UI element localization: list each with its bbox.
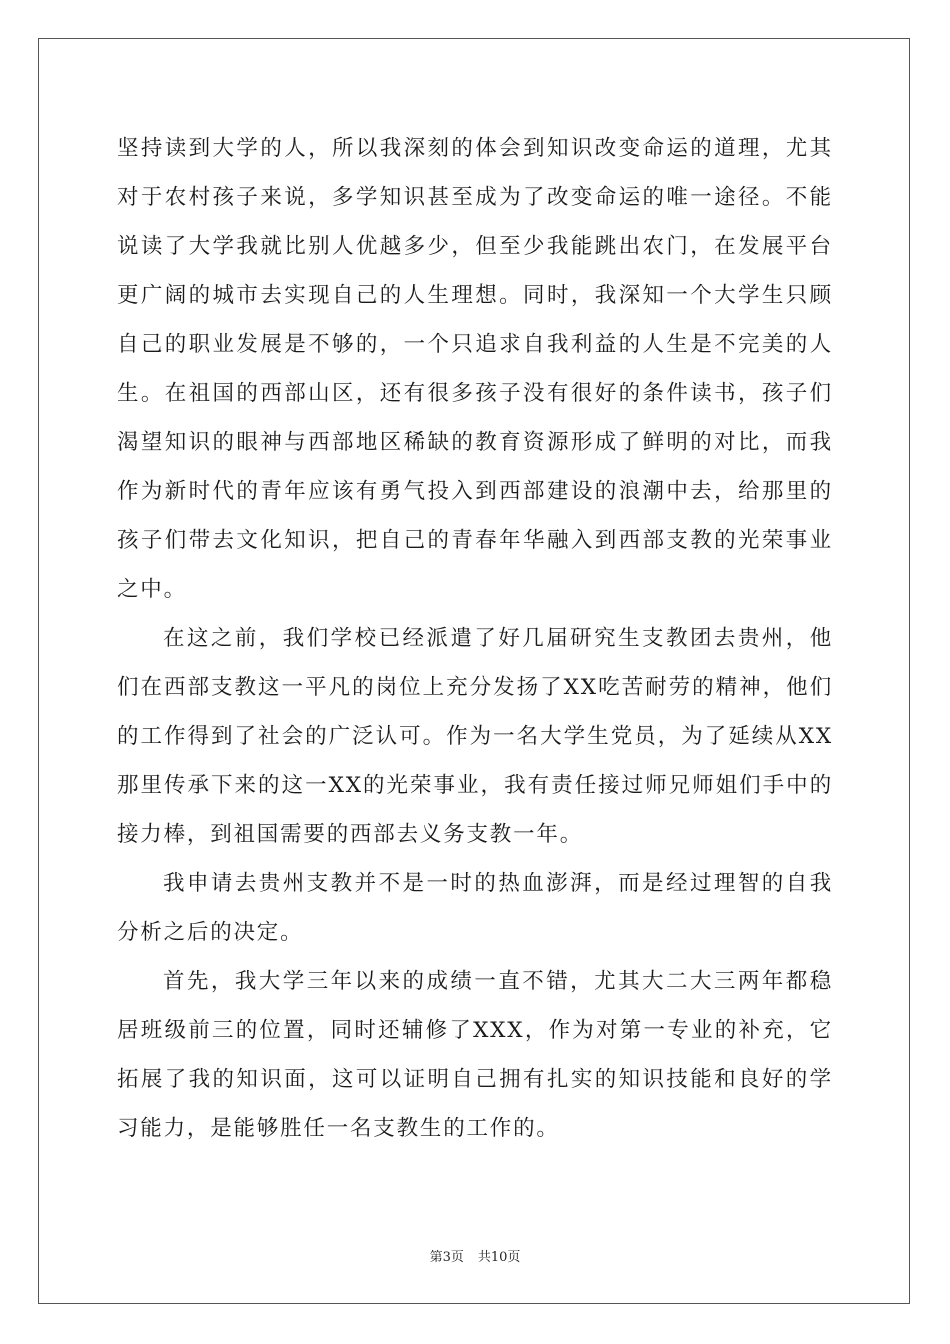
paragraph-2: 在这之前，我们学校已经派遣了好几届研究生支教团去贵州，他们在西部支教这一平凡的岗位上充分发扬了XX吃苦耐劳的精神，他们的工作得到了社会的广泛认可。作为一名大学生党员，为了延续从XX那里传承下来的这一XX的光荣事业，我有责任接过师兄师姐们手中的接力棒，到祖国需要的西部去义务支教一年。 — [117, 626, 833, 847]
document-body — [117, 124, 833, 1153]
page-total: 共10页 — [477, 1250, 521, 1265]
paragraph-4: 首先，我大学三年以来的成绩一直不错，尤其大二大三两年都稳居班级前三的位置，同时还辅修了XXX，作为对第一专业的补充，它拓展了我的知识面，这可以证明自己拥有扎实的知识技能和良好的学习能力，是能够胜任一名支教生的工作的。 — [117, 969, 833, 1141]
paragraph-1: 坚持读到大学的人，所以我深刻的体会到知识改变命运的道理，尤其对于农村孩子来说，多学知识甚至成为了改变命运的唯一途径。不能说读了大学我就比别人优越多少，但至少我能跳出农门，在发展平台更广阔的城市去实现自己的人生理想。同时，我深知一个大学生只顾自己的职业发展是不够的，一个只追求自我利益的人生是不完美的人生。在祖国的西部山区，还有很多孩子没有很好的条件读书，孩子们渴望知识的眼神与西部地区稀缺的教育资源形成了鲜明的对比，而我作为新时代的青年应该有勇气投入到西部建设的浪潮中去，给那里的孩子们带去文化知识，把自己的青春年华融入到西部支教的光荣事业之中。 — [117, 136, 833, 602]
page-footer — [0, 1246, 950, 1265]
paragraph-3: 我申请去贵州支教并不是一时的热血澎湃，而是经过理智的自我分析之后的决定。 — [117, 871, 833, 945]
page-number: 第3页 — [429, 1250, 464, 1265]
